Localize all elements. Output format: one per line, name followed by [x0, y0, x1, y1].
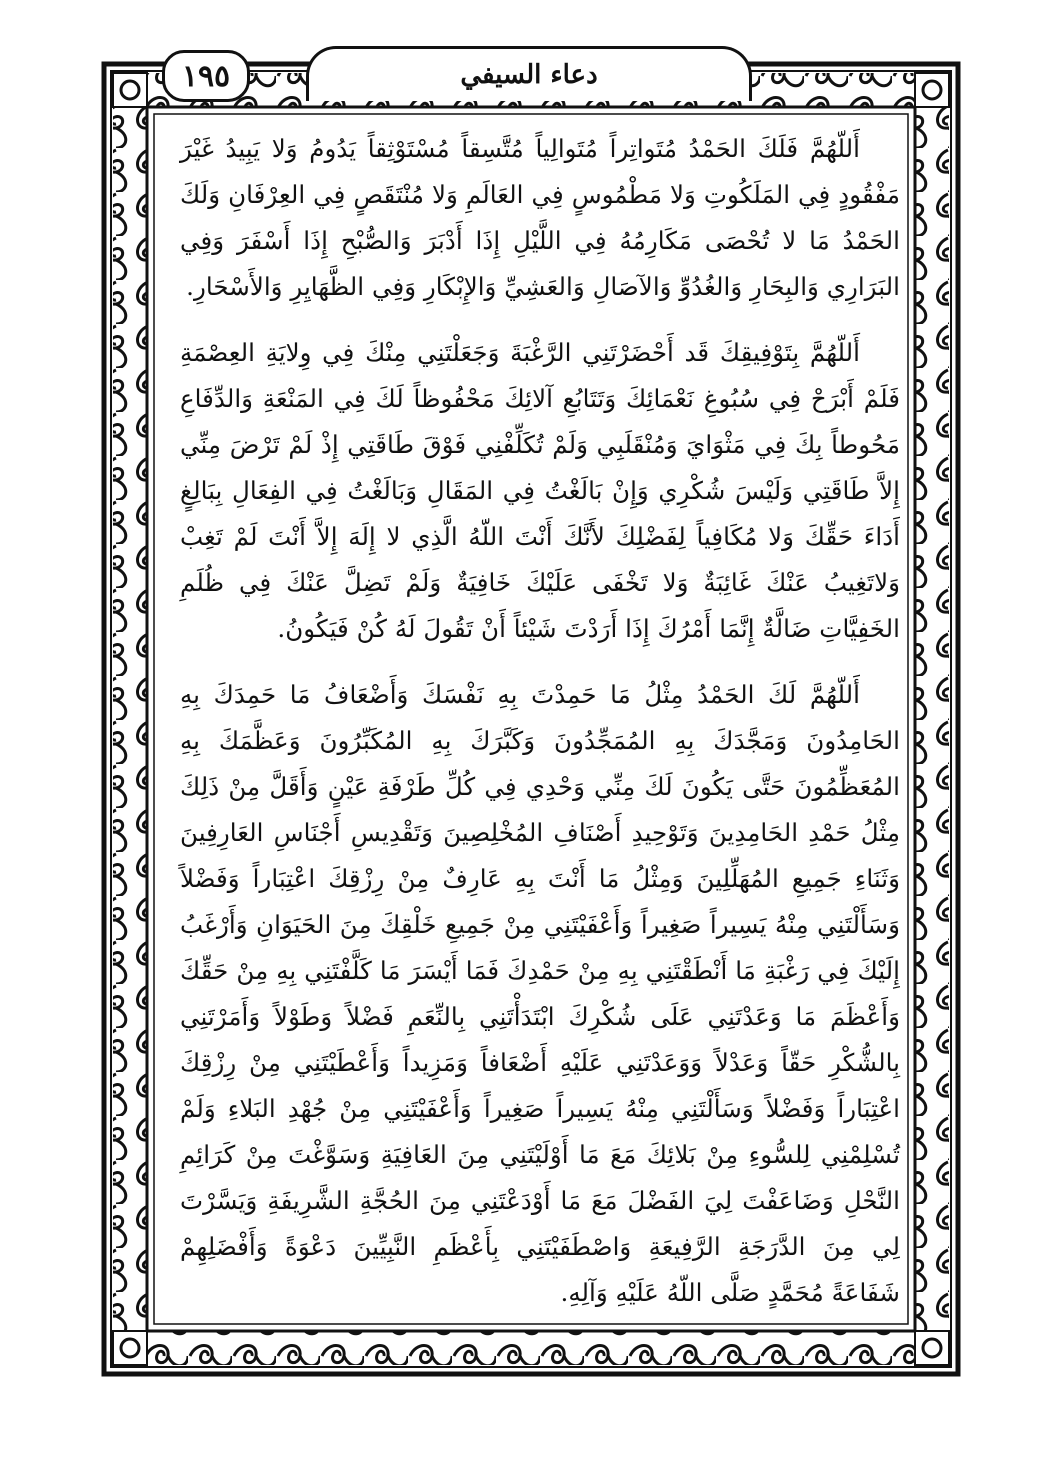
- page-title: دعاء السيفي: [306, 46, 752, 101]
- page-number: ١٩٥: [162, 50, 250, 102]
- paragraph-2: أَللّهُمَّ بِتَوْفِيقِكَ قَد أَحْضَرْتَنِي الرَّغْبَةَ وَجَعَلْتَنِي مِنْكَ فِي وِلايَةِ العِصْمَةِ فَلَمْ أَبْرَحْ فِي سُبُوغِ نَعْمَائِكَ وَتَتَابُعِ آلائِكَ مَحْفُوظاً لَكَ فِي المَنْعَةِ وَالدِّفَاعِ مَحُوطاً بِكَ فِي مَثْوَايَ وَمُنْقَلَبِي وَلَمْ تُكَلِّفْنِي فَوْقَ طَاقَتِي إِذْ لَمْ تَرْضَ مِنِّي إِلاَّ طَاقَتِي وَلَيْسَ شُكْرِي وَإِنْ بَالَغْتُ فِي المَقَالِ وَبَالَغْتُ فِي الفِعَالِ بِبَالِغٍ أَدَاءَ حَقِّكَ وَلا مُكَافِياً لِفَضْلِكَ لأَنَّكَ أَنْتَ اللّهُ الَّذِي لا إِلَهَ إِلاَّ أَنْتَ لَمْ تَغِبْ وَلاتَغِيبُ عَنْكَ غَائِبَةٌ وَلا تَخْفَى عَلَيْكَ خَافِيَةٌ وَلَمْ تَضِلَّ عَنْكَ فِي ظُلَمِ الخَفِيَّاتِ ضَالَّةٌ إِنَّمَا أَمْرُكَ إِذَا أَرَدْتَ شَيْئاً أَنْ تَقُولَ لَهُ كُنْ فَيَكُونُ.: [180, 338, 900, 643]
- prayer-text-body: [180, 126, 900, 1307]
- paragraph-3: أَللّهُمَّ لَكَ الحَمْدُ مِثْلُ مَا حَمِدْتَ بِهِ نَفْسَكَ وَأَضْعَافُ مَا حَمِدَكَ بِهِ الحَامِدُونَ وَمَجَّدَكَ بِهِ المُمَجِّدُونَ وَكَبَّرَكَ بِهِ المُكَبِّرُونَ وَعَظَّمَكَ بِهِ المُعَظِّمُونَ حَتَّى يَكُونَ لَكَ مِنِّي وَحْدِي فِي كُلِّ طَرْفَةِ عَيْنٍ وَأَقَلَّ مِنْ ذَلِكَ مِثْلُ حَمْدِ الحَامِدِينَ وَتَوْحِيدِ أَصْنَافِ المُخْلِصِينَ وَتَقْدِيسِ أَجْنَاسِ العَارِفِينَ وَثَنَاءِ جَمِيعِ المُهَلِّلِينَ وَمِثْلُ مَا أَنْتَ بِهِ عَارِفٌ مِنْ رِزْقِكَ اعْتِبَاراً وَفَضْلاً وَسَأَلْتَنِي مِنْهُ يَسِيراً صَغِيراً وَأَعْفَيْتَنِي مِنْ جَمِيعِ خَلْقِكَ مِنَ الحَيَوَانِ وَأَرْغَبُ إِلَيْكَ فِي رَغْبَةِ مَا أَنْطَقْتَنِي بِهِ مِنْ حَمْدِكَ فَمَا أَيْسَرَ مَا كَلَّفْتَنِي بِهِ مِنْ حَقِّكَ وَأَعْظَمَ مَا وَعَدْتَنِي عَلَى شُكْرِكَ ابْتَدَأْتَنِي بِالنِّعَمِ فَضْلاً وَطَوْلاً وَأَمَرْتَنِي بِالشُّكْرِ حَقّاً وَعَدْلاً وَوَعَدْتَنِي عَلَيْهِ أَضْعَافاً وَمَزِيداً وَأَعْطَيْتَنِي مِنْ رِزْقِكَ اعْتِبَاراً وَفَضْلاً وَسَأَلْتَنِي مِنْهُ يَسِيراً صَغِيراً وَأَعْفَيْتَنِي مِنْ جُهْدِ البَلاءِ وَلَمْ تُسْلِمْنِي لِلسُّوءِ مِنْ بَلائِكَ مَعَ مَا أَوْلَيْتَنِي مِنَ العَافِيَةِ وَسَوَّغْتَ مِنْ كَرَائِمِ النَّحْلِ وَضَاعَفْتَ لِيَ الفَضْلَ مَعَ مَا أَوْدَعْتَنِي مِنَ الحُجَّةِ الشَّرِيفَةِ وَيَسَّرْتَ لِي مِنَ الدَّرَجَةِ الرَّفِيعَةِ وَاصْطَفَيْتَنِي بِأَعْظَمِ النَّبِيِّينَ دَعْوَةً وَأَفْضَلِهِمْ شَفَاعَةً مُحَمَّدٍ صَلَّى اللّهُ عَلَيْهِ وَآلِهِ.: [180, 680, 900, 1307]
- paragraph-1: أَللّهُمَّ فَلَكَ الحَمْدُ مُتَواتِراً مُتَوالِياً مُتَّسِقاً مُسْتَوْثِقاً يَدُومُ وَلا يَبِيدُ غَيْرَ مَفْقُودٍ فِي المَلَكُوتِ وَلا مَطْمُوسٍ فِي العَالَمِ وَلا مُنْتَقَصٍ فِي العِرْفَانِ وَلَكَ الحَمْدُ مَا لا تُحْصَى مَكَارِمُهُ فِي اللَّيْلِ إِذَا أَدْبَرَ وَالصُّبْحِ إِذَا أَسْفَرَ وَفِي البَرَارِي وَالبِحَارِ وَالغُدُوِّ وَالآصَالِ وَالعَشِيِّ وَالإِبْكَارِ وَفِي الظَّهَايِرِ وَالأَسْحَارِ.: [180, 134, 900, 301]
